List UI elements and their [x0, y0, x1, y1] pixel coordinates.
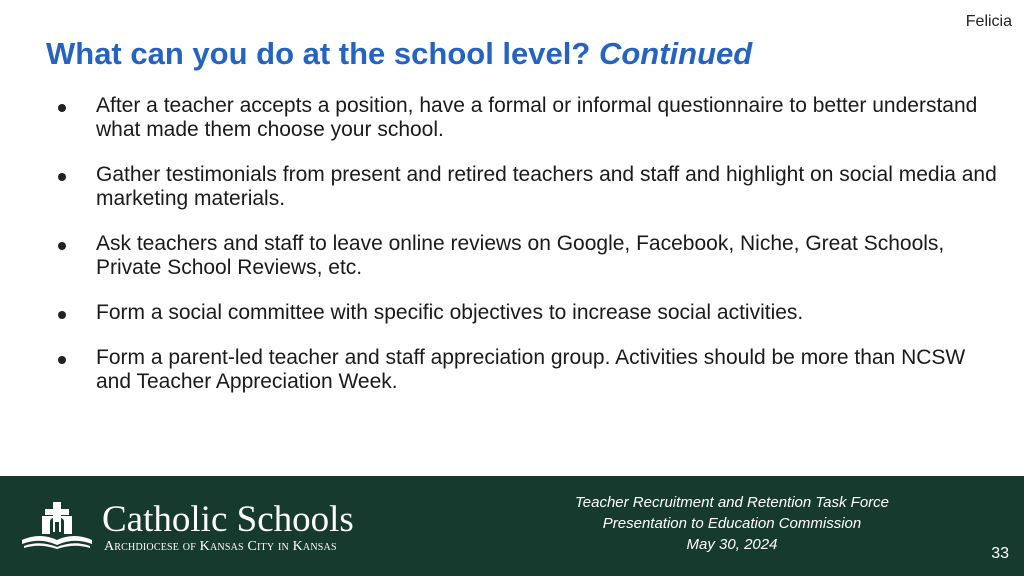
slide-title-main: What can you do at the school level? [46, 36, 591, 71]
page-number: 33 [991, 545, 1009, 562]
bullet-dot-icon [58, 356, 66, 364]
info-line-date: May 30, 2024 [686, 536, 778, 553]
bullet-item [0, 94, 1000, 142]
info-line-task-force: Teacher Recruitment and Retention Task Force [574, 494, 890, 511]
bullet-dot-icon [58, 311, 66, 319]
footer-bar [0, 476, 1024, 576]
bullet-item [0, 232, 1000, 280]
bullet-list [0, 94, 1000, 415]
cross-book-icon [20, 500, 94, 550]
bullet-text: Gather testimonials from present and retired teachers and staff and highlight on social media and marketing materials. [96, 163, 997, 210]
presentation-info [532, 492, 932, 555]
slide-title-emphasis: Continued [598, 36, 753, 71]
slide-title [46, 36, 752, 72]
logo-subtitle: Archdiocese of Kansas City in Kansas [104, 539, 337, 554]
catholic-schools-logo [20, 500, 400, 560]
bullet-dot-icon [58, 173, 66, 181]
bullet-dot-icon [58, 104, 66, 112]
bullet-text: Form a parent-led teacher and staff appreciation group. Activities should be more than NCSW and Teacher Appreciation Week. [96, 346, 966, 393]
bullet-item [0, 346, 1000, 394]
bullet-dot-icon [58, 242, 66, 250]
bullet-item [0, 163, 1000, 211]
bullet-text: Ask teachers and staff to leave online reviews on Google, Facebook, Niche, Great Schools, Private School Reviews, etc. [96, 232, 945, 279]
info-line-presentation: Presentation to Education Commission [602, 515, 862, 532]
logo-name: Catholic Schools [102, 499, 354, 540]
bullet-text: Form a social committee with specific objectives to increase social activities. [96, 301, 804, 324]
bullet-text: After a teacher accepts a position, have a formal or informal questionnaire to better understand what made them choose your school. [96, 94, 978, 141]
bullet-item [0, 301, 1000, 325]
speaker-name: Felicia [965, 13, 1012, 30]
